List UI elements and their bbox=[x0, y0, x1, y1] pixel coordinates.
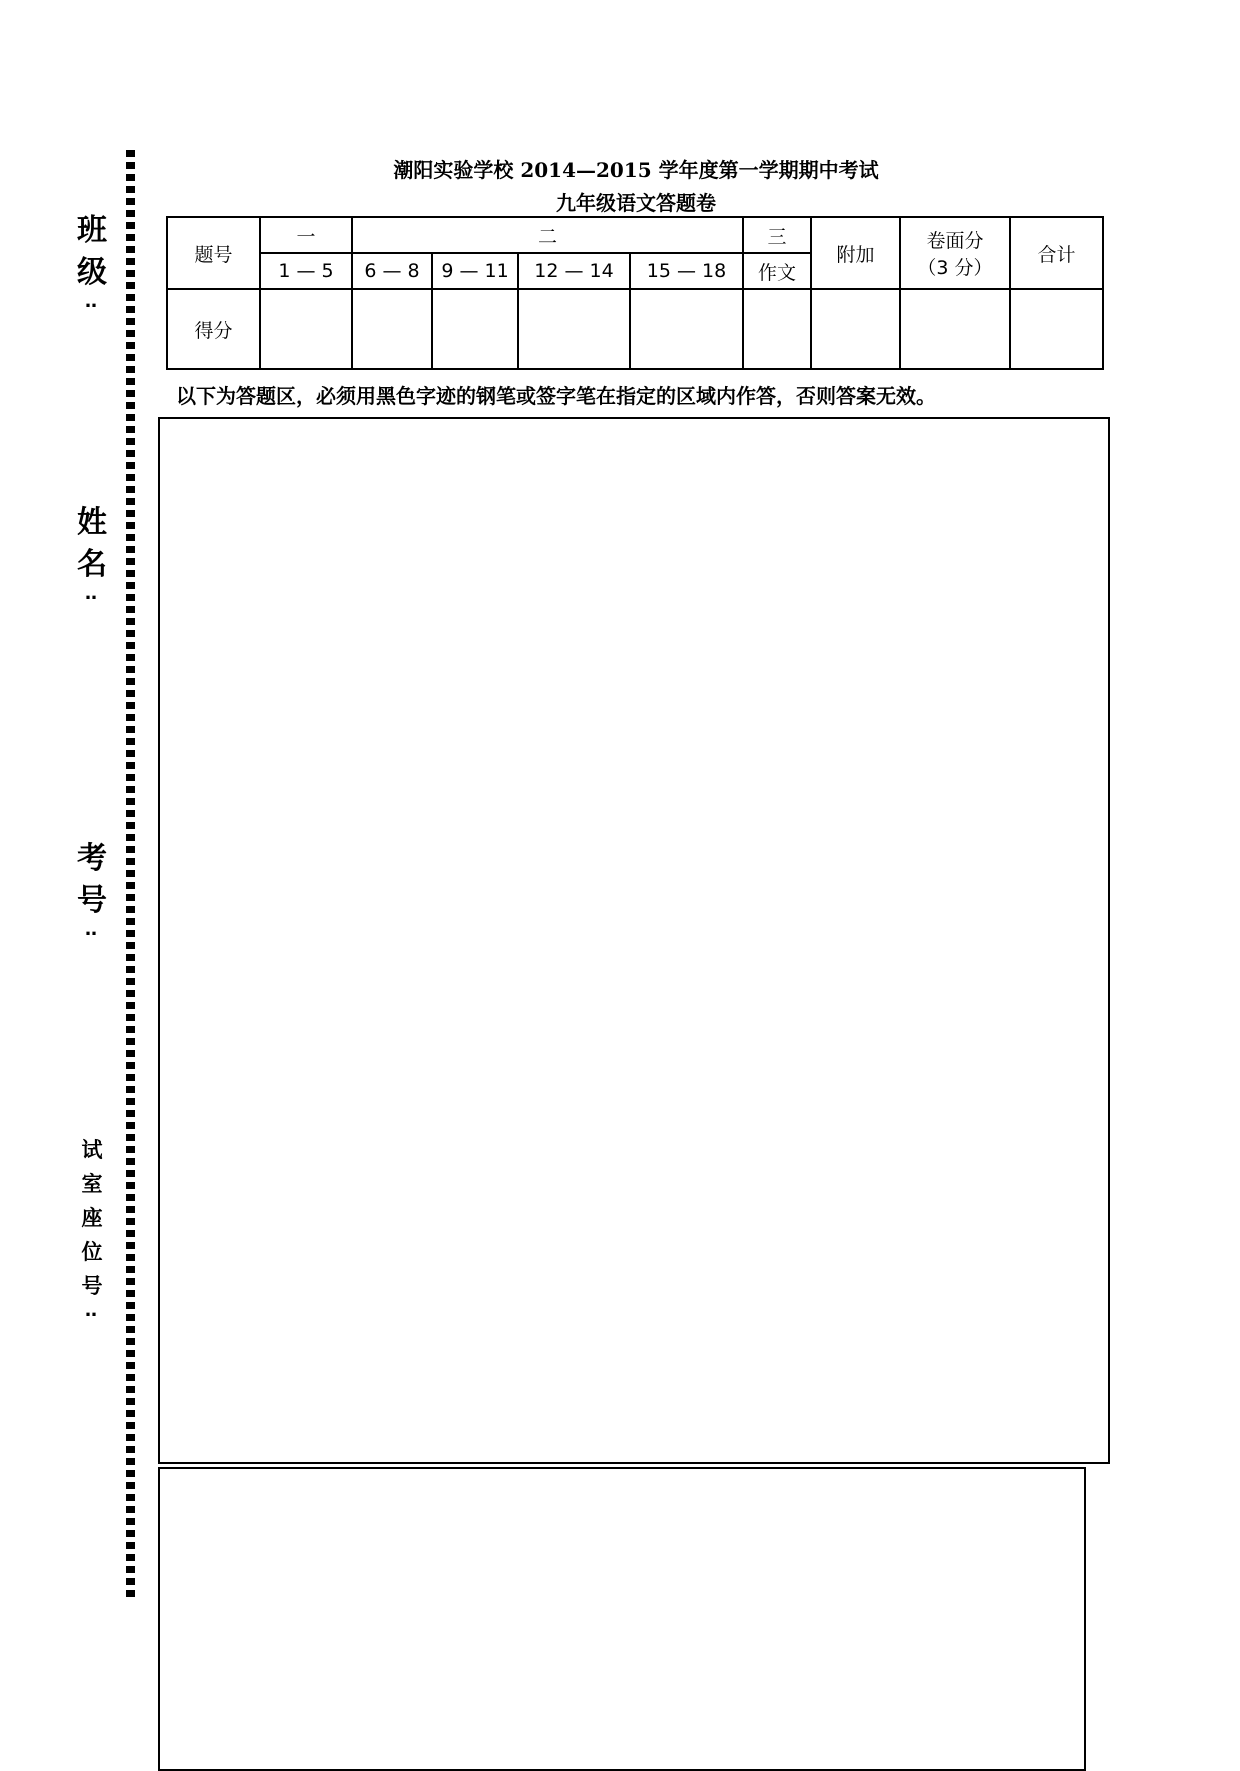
score-table bbox=[166, 216, 1104, 370]
bonus-header: 附加 bbox=[811, 217, 900, 289]
class-field-label: 班 级 ‥ bbox=[77, 213, 107, 312]
question-number-header: 题号 bbox=[167, 217, 260, 289]
score-cell[interactable] bbox=[900, 289, 1010, 369]
score-cell[interactable] bbox=[432, 289, 518, 369]
score-cell[interactable] bbox=[630, 289, 743, 369]
total-header: 合计 bbox=[1010, 217, 1103, 289]
section-3-header: 三 bbox=[743, 217, 811, 253]
answer-area-1[interactable] bbox=[158, 417, 1110, 1464]
binding-line bbox=[126, 150, 135, 1600]
score-row-label: 得分 bbox=[167, 289, 260, 369]
answer-area-2[interactable] bbox=[158, 1467, 1086, 1771]
score-cell[interactable] bbox=[352, 289, 432, 369]
name-field-label: 姓 名 ‥ bbox=[77, 505, 107, 604]
exam-number-field-label: 考 号 ‥ bbox=[77, 841, 107, 940]
range-9-11: 9 — 11 bbox=[432, 253, 518, 289]
range-6-8: 6 — 8 bbox=[352, 253, 432, 289]
range-12-14: 12 — 14 bbox=[518, 253, 630, 289]
score-cell[interactable] bbox=[743, 289, 811, 369]
exam-subtitle: 九年级语文答题卷 bbox=[556, 191, 716, 215]
seat-number-field-label: 试 室 座 位 号 ‥ bbox=[81, 1138, 103, 1321]
score-cell[interactable] bbox=[518, 289, 630, 369]
section-2-header: 二 bbox=[352, 217, 743, 253]
range-15-18: 15 — 18 bbox=[630, 253, 743, 289]
exam-title: 潮阳实验学校 2014—2015 学年度第一学期期中考试 bbox=[393, 158, 879, 182]
range-essay: 作文 bbox=[743, 253, 811, 289]
section-1-header: 一 bbox=[260, 217, 352, 253]
score-cell[interactable] bbox=[260, 289, 352, 369]
neatness-header: 卷面分 （3 分） bbox=[900, 217, 1010, 289]
score-cell[interactable] bbox=[811, 289, 900, 369]
score-cell[interactable] bbox=[1010, 289, 1103, 369]
range-1-5: 1 — 5 bbox=[260, 253, 352, 289]
answer-notice: 以下为答题区，必须用黑色字迹的钢笔或签字笔在指定的区域内作答，否则答案无效。 bbox=[176, 384, 936, 408]
